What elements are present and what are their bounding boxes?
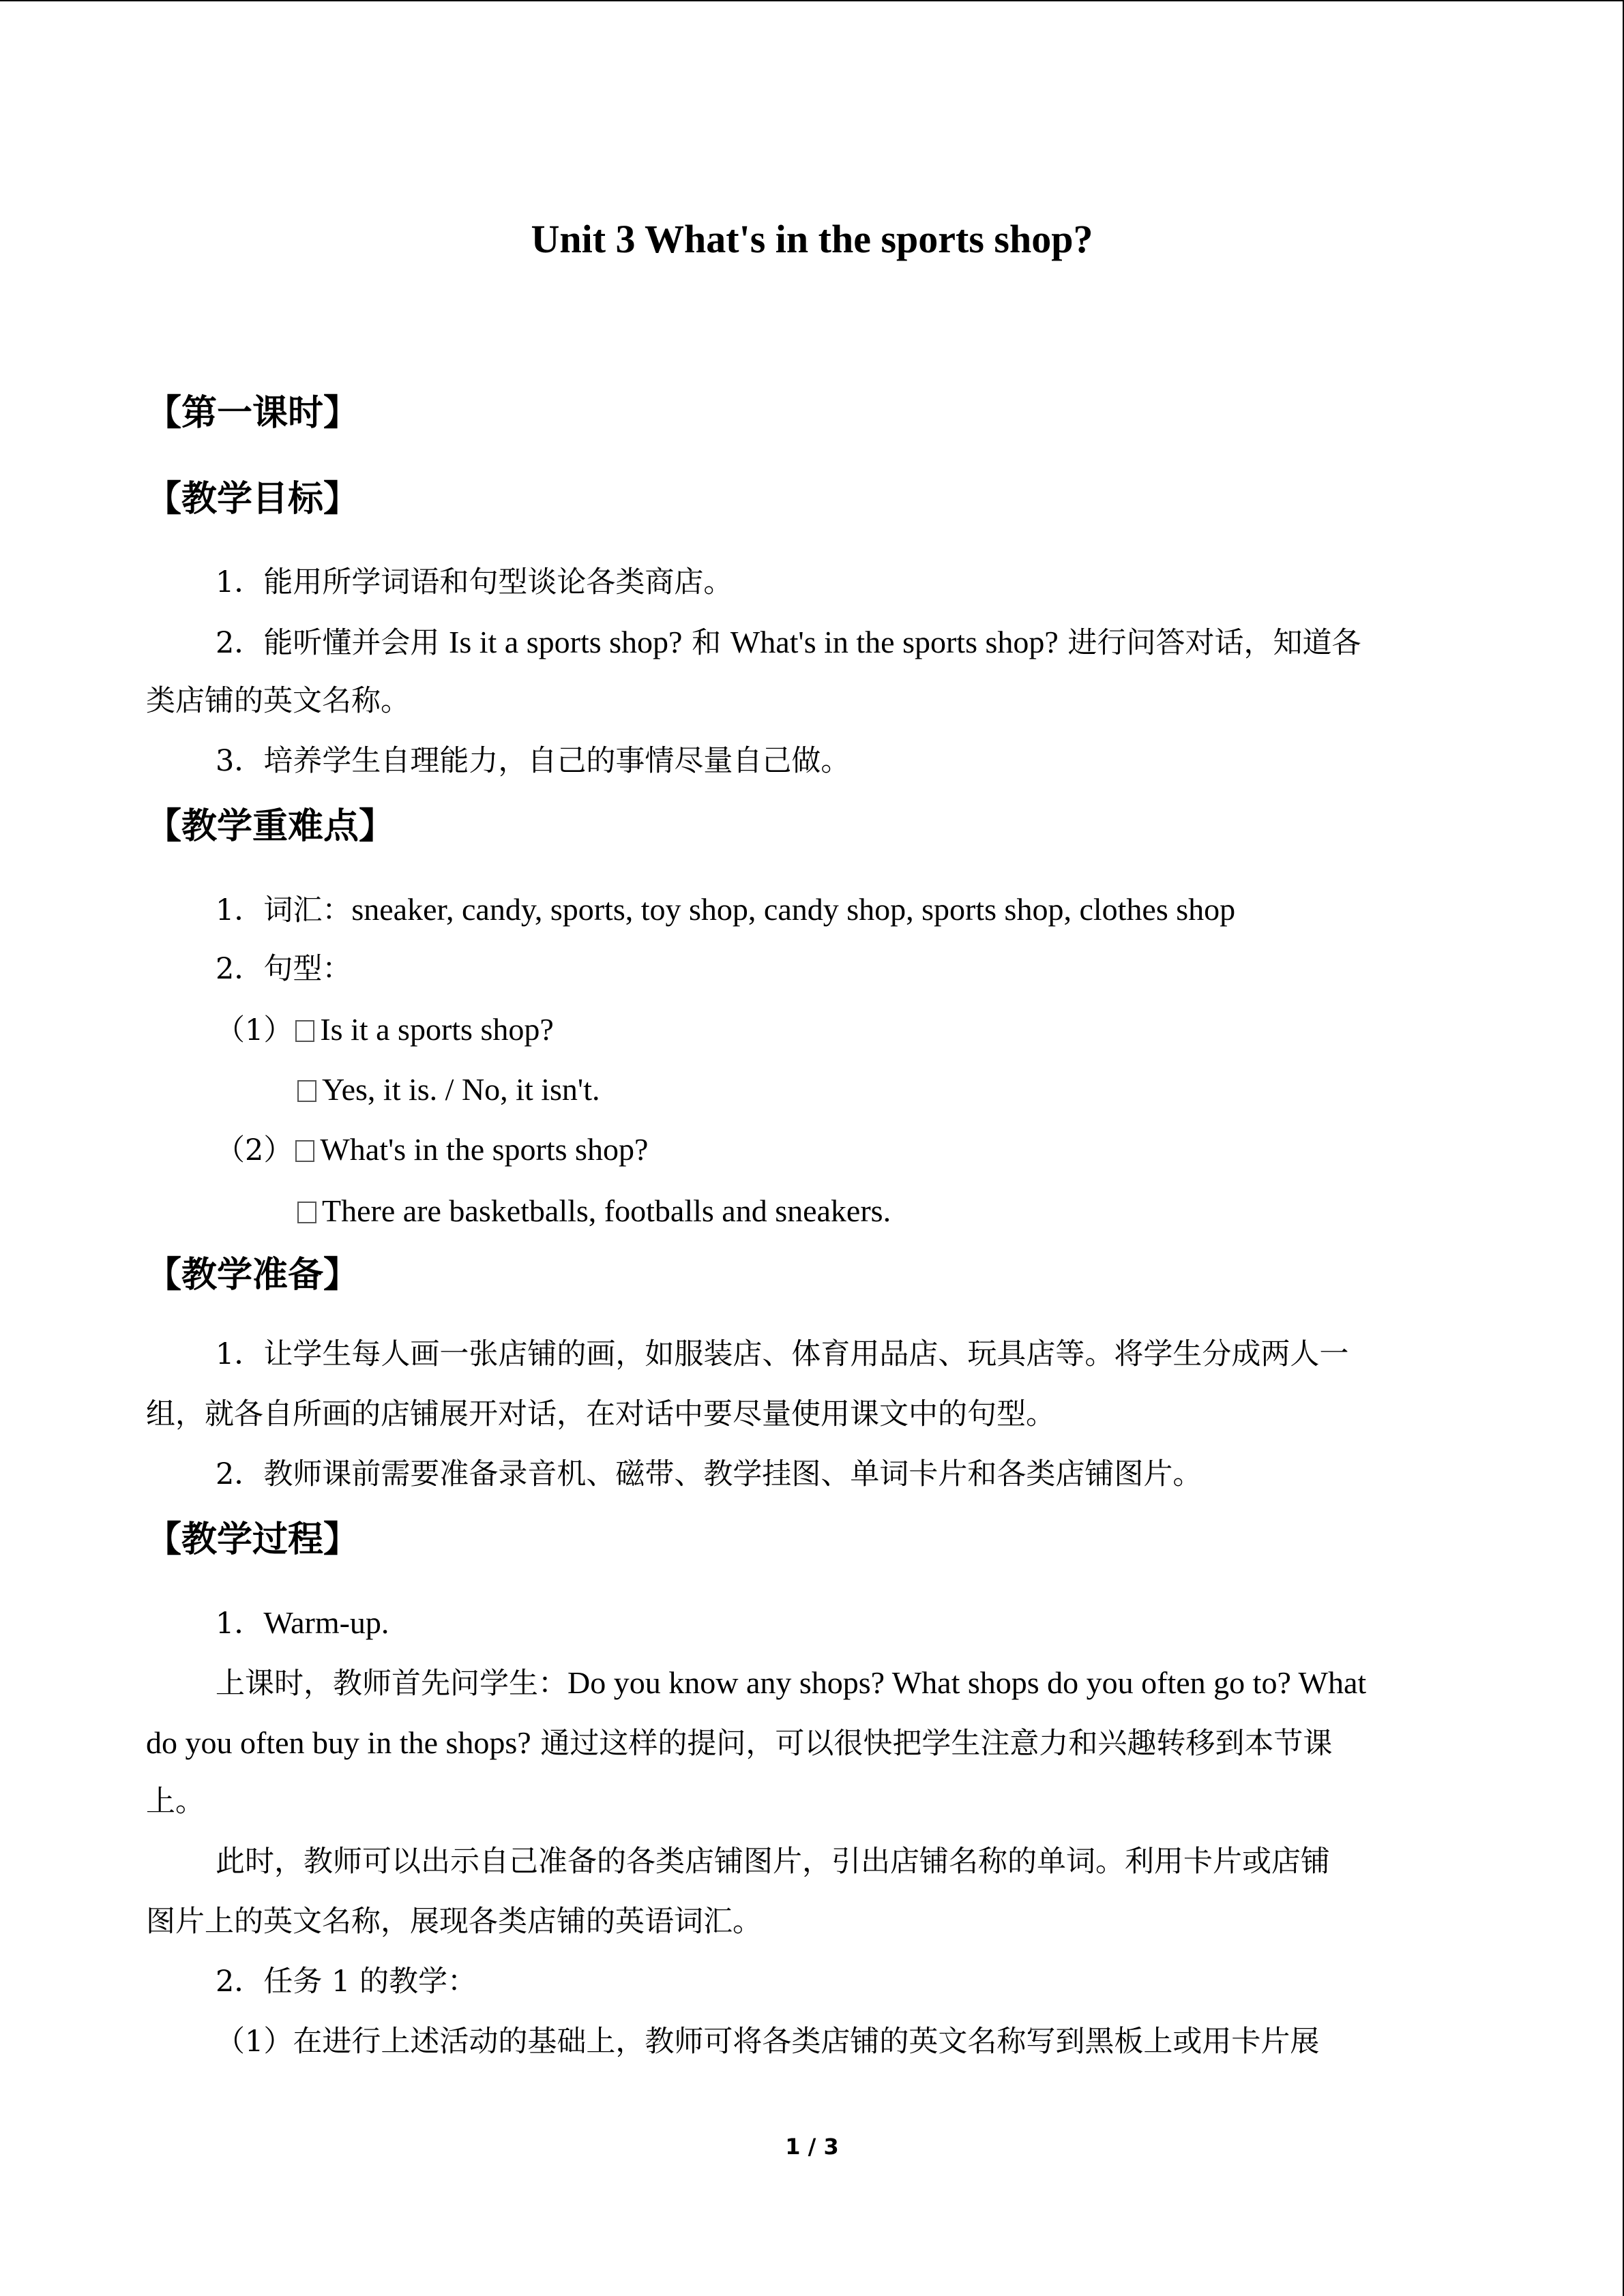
process-paragraph-1-line-3: 上。	[146, 1785, 205, 1819]
vocab-line	[216, 891, 1235, 929]
preparation-item-1-line-1: 1．让学生每人画一张店铺的画，如服装店、体育用品店、玩具店等。将学生分成两人一	[216, 1337, 1349, 1371]
pattern-label: 2．句型：	[216, 952, 352, 986]
process-step-1-number: 1．	[216, 1607, 264, 1641]
pattern-1-answer	[295, 1071, 600, 1109]
vocab-words: sneaker, candy, sports, toy shop, candy shop, sports shop, clothes shop	[351, 892, 1236, 927]
process-step-1	[216, 1604, 389, 1643]
checkbox-glyph-icon	[297, 1080, 316, 1102]
pattern-1-question	[216, 1011, 554, 1049]
process-heading: 【教学过程】	[146, 1519, 359, 1560]
goal-item-2-continued: 类店铺的英文名称。	[146, 684, 410, 718]
pattern-1-answer-text: Yes, it is. / No, it isn't.	[322, 1072, 600, 1107]
process-paragraph-2-line-1: 此时，教师可以出示自己准备的各类店铺图片，引出店铺名称的单词。利用卡片或店铺	[216, 1845, 1330, 1879]
preparation-item-1-line-2: 组，就各自所画的店铺展开对话，在对话中要尽量使用课文中的句型。	[146, 1397, 1055, 1431]
goal-item-2-mid: 和	[682, 626, 730, 660]
checkbox-glyph-icon	[295, 1140, 314, 1162]
pattern-2-number: （2）	[216, 1133, 293, 1167]
key-points-heading: 【教学重难点】	[146, 806, 395, 847]
pattern-1-number: （1）	[216, 1013, 293, 1047]
page-number: 1 / 3	[785, 2134, 839, 2160]
process-paragraph-1-zh: 上课时，教师首先问学生：	[216, 1667, 567, 1701]
process-step-1-label: Warm-up.	[263, 1605, 389, 1640]
goals-heading: 【教学目标】	[146, 479, 359, 520]
goal-item-2-question-1: Is it a sports shop?	[449, 625, 683, 659]
pattern-2-question	[216, 1131, 648, 1169]
process-paragraph-2-line-2: 图片上的英文名称，展现各类店铺的英语词汇。	[146, 1905, 762, 1939]
lesson-heading: 【第一课时】	[146, 393, 359, 434]
process-paragraph-1-line-1	[216, 1664, 1366, 1703]
goal-item-2-suffix: 进行问答对话，知道各	[1058, 626, 1361, 660]
vocab-label: 1．词汇：	[216, 893, 352, 927]
process-paragraph-1-en: Do you know any shops? What shops do you often go to? What	[567, 1665, 1367, 1700]
checkbox-glyph-icon	[295, 1020, 314, 1042]
goal-item-3: 3．培养学生自理能力，自己的事情尽量自己做。	[216, 744, 851, 778]
process-paragraph-1-line-2	[146, 1724, 1332, 1763]
pattern-2-answer-text: There are basketballs, footballs and sneakers.	[322, 1193, 891, 1228]
checkbox-glyph-icon	[297, 1202, 316, 1223]
pattern-2-answer	[295, 1192, 891, 1231]
goal-item-1: 1．能用所学词语和句型谈论各类商店。	[216, 565, 733, 599]
preparation-item-2: 2．教师课前需要准备录音机、磁带、教学挂图、单词卡片和各类店铺图片。	[216, 1457, 1202, 1491]
process-paragraph-1-line-2-en: do you often buy in the shops?	[146, 1725, 531, 1760]
goal-item-2-question-2: What's in the sports shop?	[730, 625, 1059, 659]
process-step-2: 2．任务 1 的教学：	[216, 1965, 477, 1999]
goal-item-2	[216, 623, 1361, 662]
goal-item-2-prefix: 2．能听懂并会用	[216, 626, 449, 660]
preparation-heading: 【教学准备】	[146, 1255, 359, 1296]
pattern-1-question-text: Is it a sports shop?	[320, 1012, 554, 1047]
process-step-2-subitem-1: （1）在进行上述活动的基础上，教师可将各类店铺的英文名称写到黑板上或用卡片展	[216, 2025, 1320, 2059]
page-top-border	[0, 0, 1624, 1]
process-paragraph-1-line-2-zh: 通过这样的提问，可以很快把学生注意力和兴趣转移到本节课	[531, 1727, 1333, 1761]
document-title: Unit 3 What's in the sports shop?	[531, 217, 1093, 261]
pattern-2-question-text: What's in the sports shop?	[320, 1132, 649, 1167]
